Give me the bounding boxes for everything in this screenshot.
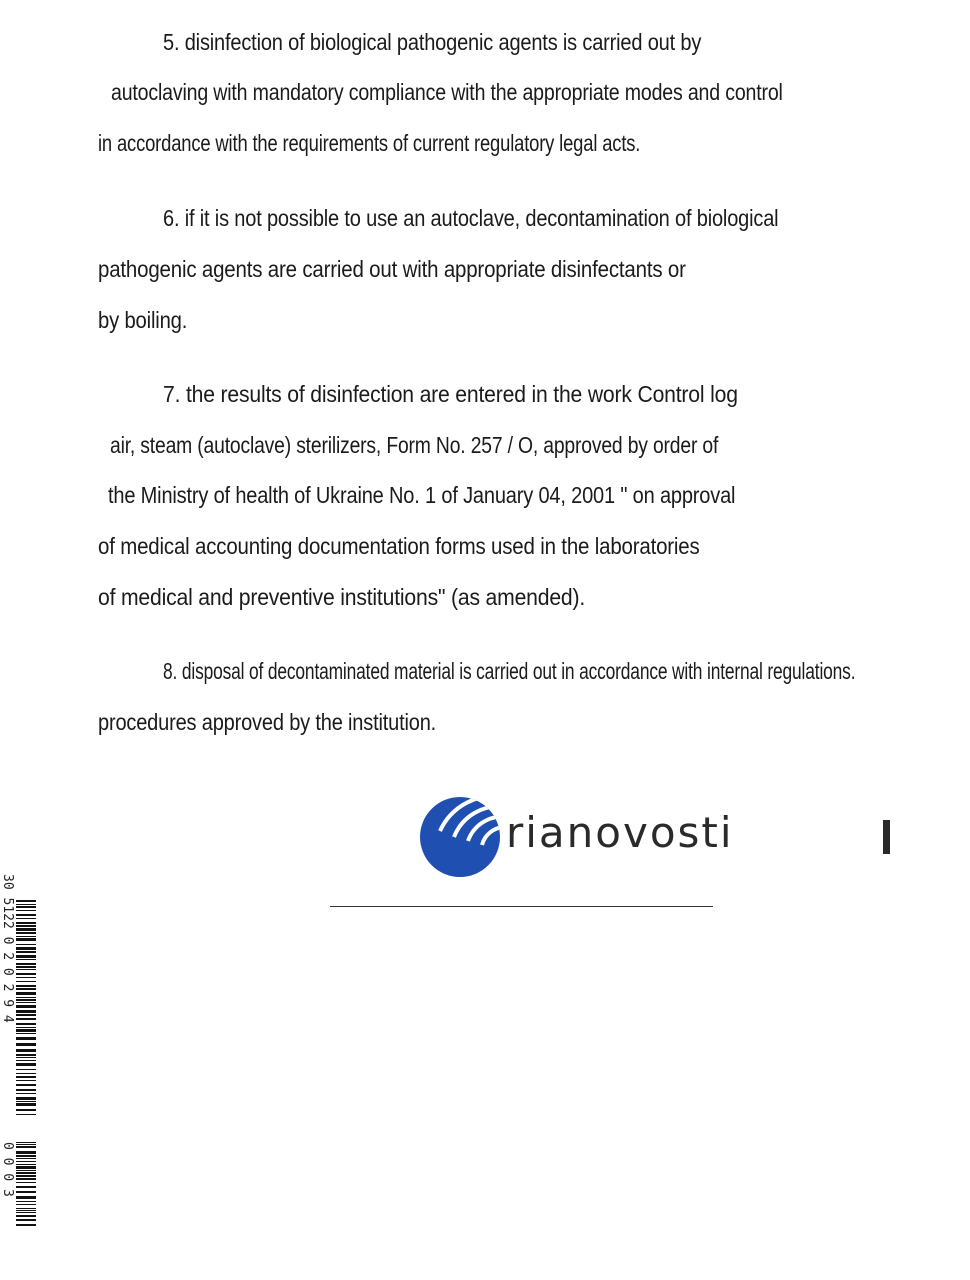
paragraph-7-line-5: of medical and preventive institutions" (as amended). [98,584,586,610]
barcode-digits-1: 30 5122 0 2 0 2 9 4 [0,874,15,1023]
paragraph-7-line-3: the Ministry of health of Ukraine No. 1 of January 04, 2001 " on approval [108,482,736,508]
paragraph-8-line-2: procedures approved by the institution. [98,709,437,735]
paragraph-6-line-2: pathogenic agents are carried out with appropriate disinfectants or [98,256,686,282]
barcode-digits-2: 0 0 0 3 [0,1142,15,1197]
paragraph-8-line-1: 8. disposal of decontaminated material is carried out in accordance with internal regulations. [163,658,856,684]
logo-text: rianovosti [506,808,734,857]
paragraph-7-line-2: air, steam (autoclave) sterilizers, Form No. 257 / O, approved by order of [110,432,719,458]
vertical-bar-mark [883,820,890,854]
signature-line [330,906,713,907]
paragraph-7-line-1: 7. the results of disinfection are entered in the work Control log [163,381,738,407]
paragraph-6-line-3: by boiling. [98,307,188,333]
paragraph-7-line-4: of medical accounting documentation forms used in the laboratories [98,533,700,559]
paragraph-5-line-2: autoclaving with mandatory compliance with the appropriate modes and control [111,79,783,105]
barcode [0,870,40,1230]
paragraph-5-line-1: 5. disinfection of biological pathogenic agents is carried out by [163,29,702,55]
paragraph-5-line-3: in accordance with the requirements of current regulatory legal acts. [98,130,641,156]
paragraph-6-line-1: 6. if it is not possible to use an autoclave, decontamination of biological [163,205,779,231]
globe-icon [418,793,508,877]
rianovosti-logo [418,793,798,877]
